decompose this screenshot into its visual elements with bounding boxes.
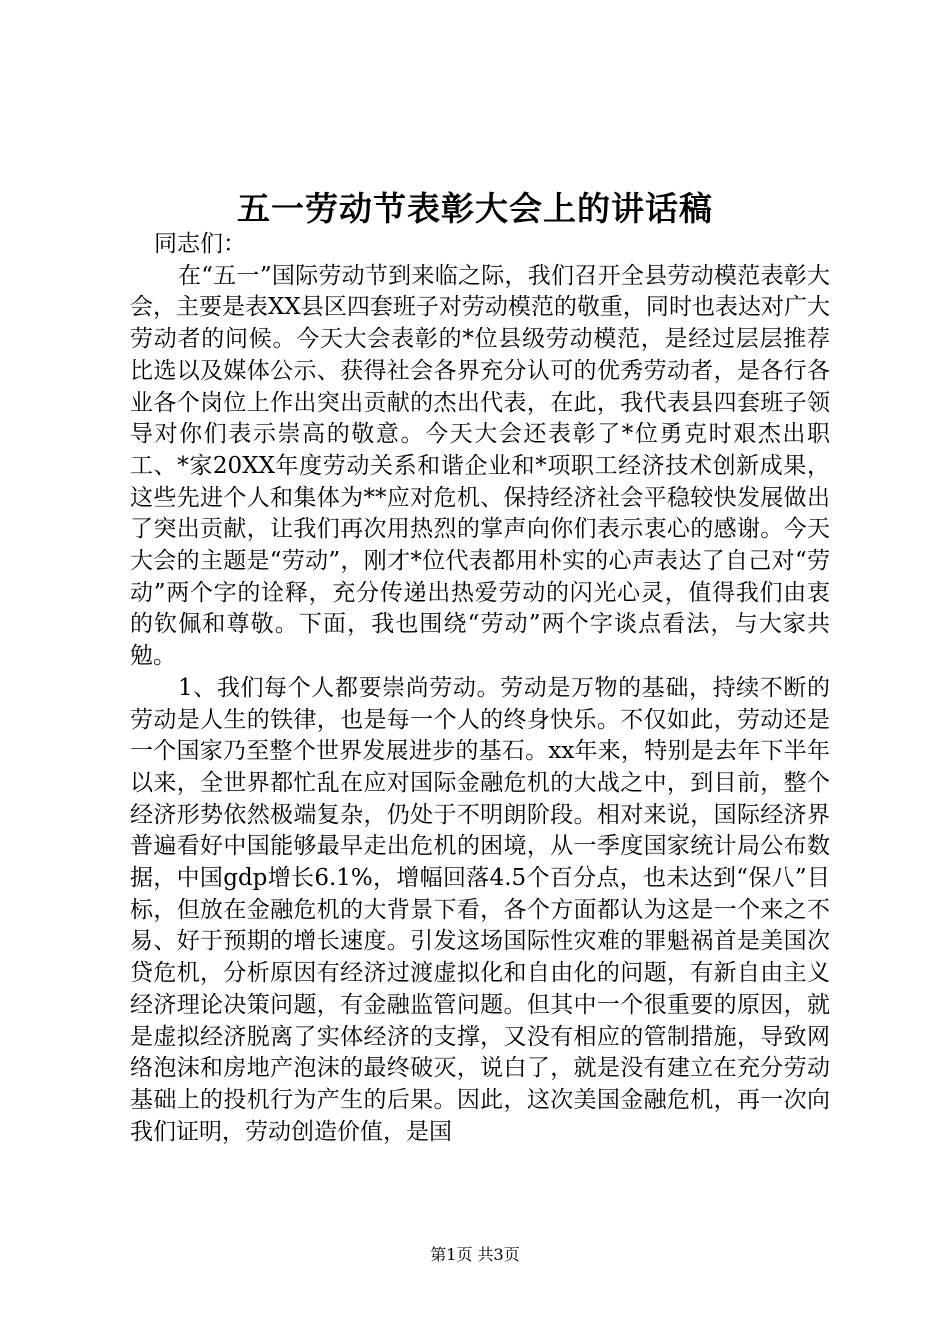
paragraph-2: 1、我们每个人都要崇尚劳动。劳动是万物的基础，持续不断的劳动是人生的铁律，也是每一个人的终身快乐。不仅如此，劳动还是一个国家乃至整个世界发展进步的基石。xx年来，特别是去年下半年以来，全世界都忙乱在应对国际金融危机的大战之中，到目前，整个经济形势依然极端复杂，仍处于不明朗阶段。相对来说，国际经济界普遍看好中国能够最早走出危机的困境，从一季度国家统计局公布数据，中国gdp增长6.1%，增幅回落4.5个百分点，也未达到“保八”目标，但放在金融危机的大背景下看，各个方面都认为这是一个来之不易、好于预期的增长速度。引发这场国际性灾难的罪魁祸首是美国次贷危机，分析原因有经济过渡虚拟化和自由化的问题，有新自由主义经济理论决策问题，有金融监管问题。但其中一个很重要的原因，就是虚拟经济脱离了实体经济的支撑，又没有相应的管制措施，导致网络泡沫和房地产泡沫的最终破灭，说白了，就是没有建立在充分劳动基础上的投机行为产生的后果。因此，这次美国金融危机，再一次向我们证明，劳动创造价值，是国 (130, 674, 830, 1145)
current-page-number: 第1页 (430, 1245, 473, 1264)
total-pages: 共3页 (477, 1245, 520, 1264)
page-footer (0, 1243, 950, 1267)
document-body (130, 229, 830, 1148)
paragraph-1: 在“五一”国际劳动节到来临之际，我们召开全县劳动模范表彰大会，主要是表XX县区四套班子对劳动模范的敬重，同时也表达对广大劳动者的问候。今天大会表彰的*位县级劳动模范，是经过层层推荐比选以及媒体公示、获得社会各界充分认可的优秀劳动者，是各行各业各个岗位上作出突出贡献的杰出代表，在此，我代表县四套班子领导对你们表示崇高的敬意。今天大会还表彰了*位勇克时艰杰出职工、*家20XX年度劳动关系和谐企业和*项职工经济技术创新成果，这些先进个人和集体为**应对危机、保持经济社会平稳较快发展做出了突出贡献，让我们再次用热烈的掌声向你们表示衷心的感谢。今天大会的主题是“劳动”，刚才*位代表都用朴实的心声表达了自己对“劳动”两个字的诠释，充分传递出热爱劳动的闪光心灵，值得我们由衷的钦佩和尊敬。下面，我也围绕“劳动”两个字谈点看法，与大家共勉。 (130, 262, 830, 670)
salutation: 同志们： (154, 231, 246, 257)
document-title: 五一劳动节表彰大会上的讲话稿 (237, 189, 713, 228)
